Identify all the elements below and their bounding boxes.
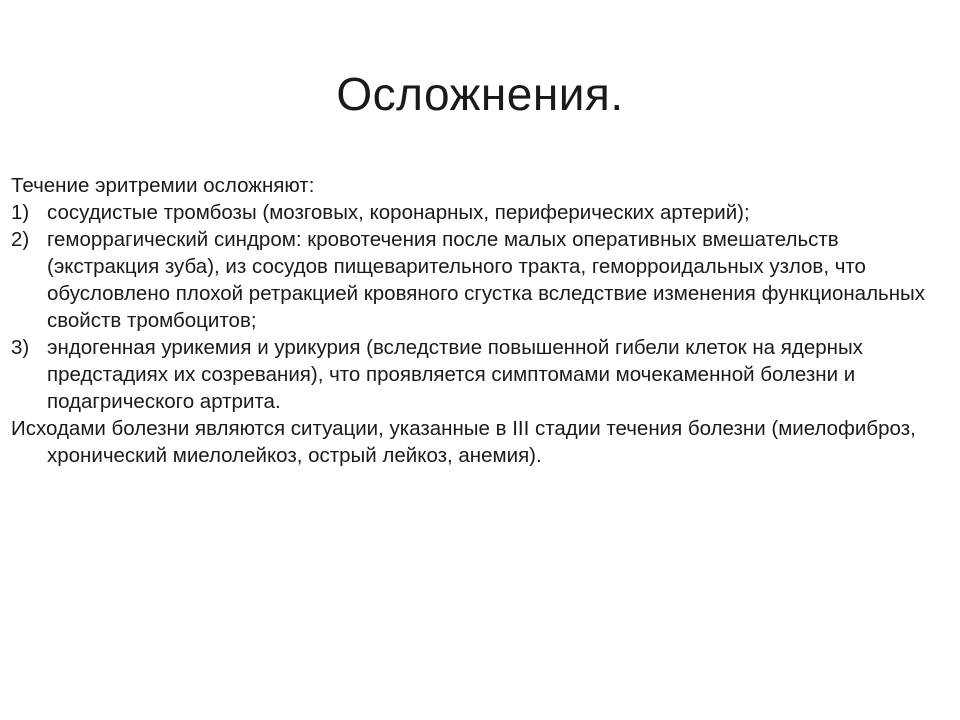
complications-list bbox=[11, 199, 941, 415]
slide-title: Осложнения. bbox=[336, 68, 624, 120]
list-marker: 3) bbox=[11, 336, 30, 359]
list-item-text: эндогенная урикемия и урикурия (вследствие повышенной гибели клеток на ядерных предстадиях их созревания), что проявляется симптомами мочекаменной болезни и подагрического артрита. bbox=[47, 336, 863, 413]
slide-body bbox=[11, 172, 941, 469]
list-marker: 2) bbox=[11, 228, 30, 251]
list-item bbox=[11, 334, 941, 415]
list-item bbox=[11, 199, 941, 226]
intro-text: Течение эритремии осложняют: bbox=[11, 174, 315, 197]
list-item-text: сосудистые тромбозы (мозговых, коронарных, периферических артерий); bbox=[47, 201, 750, 224]
list-item-text: геморрагический синдром: кровотечения после малых оперативных вмешательств (экстракция зуба), из сосудов пищеварительного тракта, геморроидальных узлов, что обусловлено плохой ретракцией кровяного сгустка вследствие изменения функциональных свойств тромбоцитов; bbox=[47, 228, 926, 332]
list-item bbox=[11, 226, 941, 334]
list-marker: 1) bbox=[11, 201, 30, 224]
outro-text: Исходами болезни являются ситуации, указанные в III стадии течения болезни (миелофиброз, хронический миелолейкоз, острый лейкоз, анемия). bbox=[11, 417, 916, 467]
